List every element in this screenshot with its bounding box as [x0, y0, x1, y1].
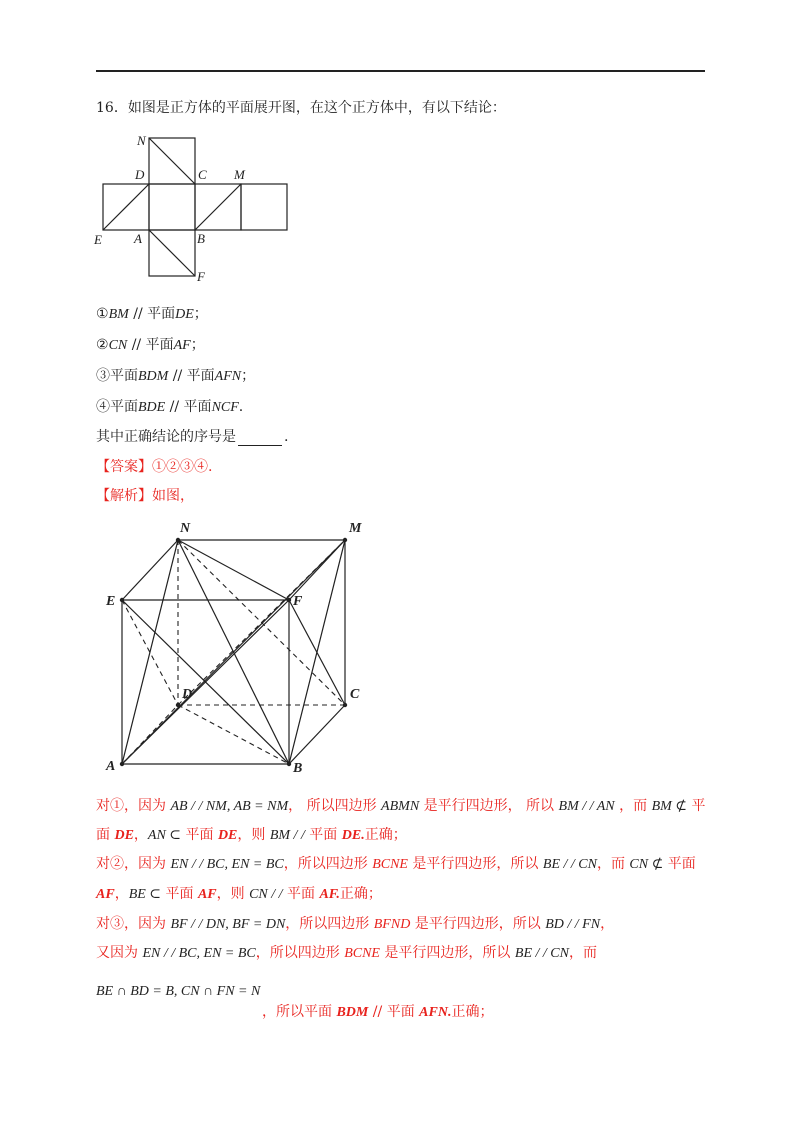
- analysis-p2-line2: AF，BE ⊂ 平面 AF，则 CN / / 平面 AF.正确；: [96, 886, 382, 902]
- net-diagonal-top: [149, 138, 195, 184]
- cube-label-a: A: [106, 759, 116, 774]
- diag-bn: [178, 540, 289, 764]
- cube-figure: [100, 510, 380, 780]
- net-face-far-right: [241, 184, 287, 230]
- conclusion-1: ①BM // 平面DE；: [96, 306, 208, 322]
- vertex-a: [120, 762, 124, 766]
- net-label-e: E: [94, 232, 102, 247]
- analysis-intro: 【解析】如图，: [96, 488, 194, 504]
- edge-en: [122, 540, 178, 600]
- analysis-p3-line2: 又因为 EN / / BC, EN = BC，所以四边形 BCNE 是平行四边形，所以 BE / / CN，而: [96, 945, 597, 961]
- answer-line: 【答案】①②③④.: [96, 459, 213, 475]
- cube-label-f: F: [293, 594, 303, 609]
- net-label-d: D: [135, 167, 145, 182]
- cube-label-n: N: [180, 521, 191, 536]
- analysis-p3-line1: 对③，因为 BF / / DN, BF = DN，所以四边形 BFND 是平行四边形，所以 BD / / FN，: [96, 916, 615, 932]
- vertex-n: [176, 538, 180, 542]
- conclusion-3: ③平面BDM // 平面AFN；: [96, 368, 256, 384]
- net-diagonal-left: [103, 184, 149, 230]
- diag-nf: [178, 540, 289, 600]
- net-diagonal-right: [195, 184, 241, 230]
- conclusion-2: ②CN // 平面AF；: [96, 337, 205, 353]
- vertex-b: [287, 762, 291, 766]
- analysis-p3-line3: BE ∩ BD = B, CN ∩ FN = N: [96, 984, 261, 999]
- cube-label-d: D: [182, 687, 193, 702]
- cube-label-m: M: [349, 521, 362, 536]
- cube-net-figure: [90, 128, 305, 288]
- cube-label-e: E: [106, 594, 116, 609]
- conclusion-4: ④平面BDE // 平面NCF.: [96, 399, 244, 415]
- answer-blank: [238, 431, 282, 446]
- cube-label-b: B: [293, 761, 303, 776]
- analysis-p1-line1: 对①，因为 AB / / NM, AB = NM， 所以四边形 ABMN 是平行四边形， 所以 BM / / AN ，而 BM ⊄ 平: [96, 798, 706, 814]
- analysis-p2-line1: 对②，因为 EN / / BC, EN = BC，所以四边形 BCNE 是平行四边形，所以 BE / / CN，而 CN ⊄ 平面: [96, 856, 696, 872]
- hidden-db: [178, 705, 289, 764]
- net-face-center: [149, 184, 195, 230]
- net-label-n: N: [137, 133, 146, 148]
- vertex-f: [287, 598, 291, 602]
- edge-cb: [289, 705, 345, 764]
- net-label-c: C: [198, 167, 207, 182]
- diag-bm: [289, 540, 345, 764]
- diag-an: [122, 540, 178, 764]
- cube-label-c: C: [350, 687, 360, 702]
- vertex-c: [343, 703, 347, 707]
- analysis-p3-line4: ，所以平面 BDM // 平面 AFN.正确；: [262, 1004, 494, 1020]
- vertex-e: [120, 598, 124, 602]
- question-stem: 16．如图是正方体的平面展开图，在这个正方体中，有以下结论：: [96, 100, 506, 116]
- hidden-ad: [122, 705, 178, 764]
- net-label-m: M: [234, 167, 245, 182]
- net-diagonal-bottom: [149, 230, 195, 276]
- vertex-m: [343, 538, 347, 542]
- header-rule: [96, 70, 705, 72]
- fill-prompt: 其中正确结论的序号是 .: [96, 429, 289, 445]
- vertex-d: [176, 703, 180, 707]
- net-label-f: F: [197, 269, 205, 284]
- analysis-p1-line2: 面 DE，AN ⊂ 平面 DE，则 BM / / 平面 DE.正确；: [96, 827, 407, 843]
- net-label-b: B: [197, 231, 205, 246]
- net-label-a: A: [134, 231, 142, 246]
